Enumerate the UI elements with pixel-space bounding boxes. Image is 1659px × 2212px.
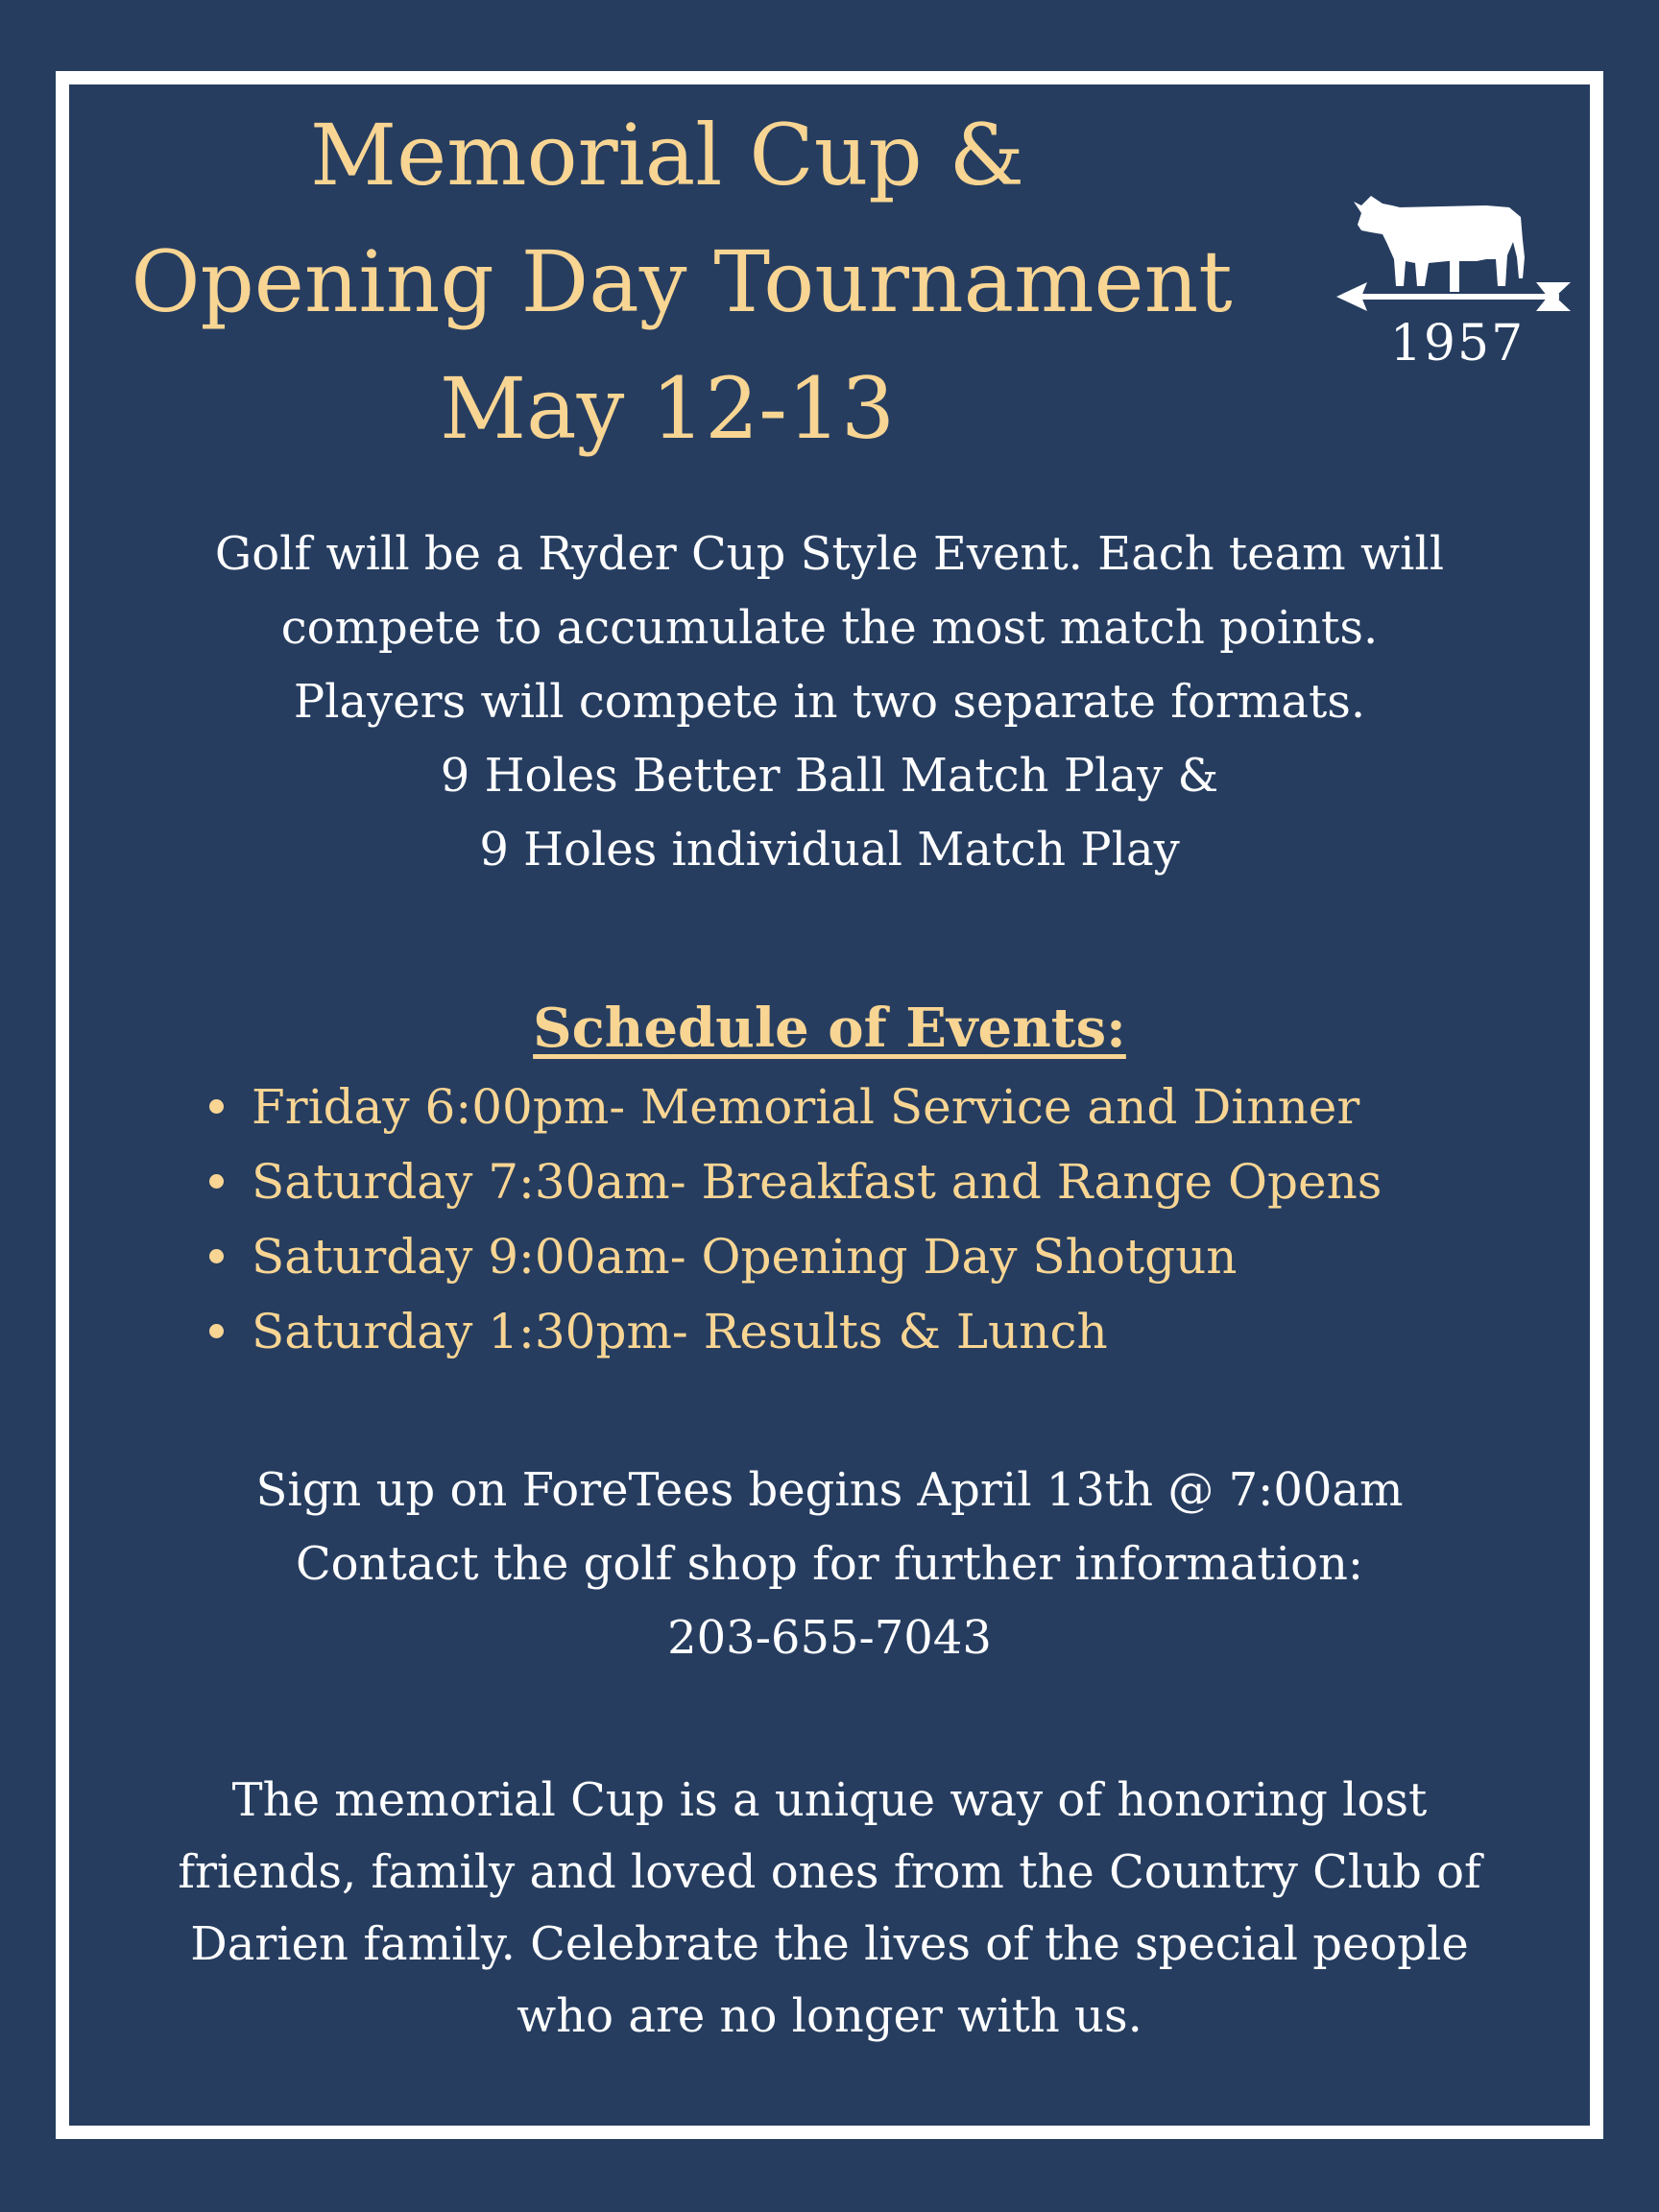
schedule-item-text: Saturday 1:30pm- Results & Lunch (252, 1304, 1108, 1359)
memorial-line: who are no longer with us. (517, 1989, 1142, 2043)
schedule-item (204, 1219, 1382, 1294)
schedule-item (204, 1294, 1382, 1369)
intro-line: Players will compete in two separate formats. (293, 675, 1366, 729)
memorial-line: friends, family and loved ones from the Country Club of (178, 1845, 1481, 1899)
intro-line: 9 Holes Better Ball Match Play & (440, 749, 1219, 803)
intro-line: 9 Holes individual Match Play (479, 823, 1180, 877)
title-line-1: Memorial Cup & (309, 106, 1025, 204)
cow-weathervane-icon (1333, 182, 1582, 317)
schedule-item (204, 1070, 1382, 1144)
bullet-icon (209, 1099, 224, 1114)
contact-line: Contact the golf shop for further information: (295, 1537, 1364, 1591)
memorial-line: The memorial Cup is a unique way of honoring lost (231, 1773, 1428, 1827)
memorial-paragraph (96, 1765, 1563, 2053)
signup-line: Sign up on ForeTees begins April 13th @ 7:00am (255, 1463, 1404, 1517)
bullet-icon (209, 1174, 224, 1189)
schedule-item-text: Saturday 7:30am- Breakfast and Range Opens (252, 1154, 1382, 1210)
intro-line: compete to accumulate the most match points. (280, 601, 1379, 655)
club-logo (1333, 182, 1582, 384)
schedule-item (204, 1144, 1382, 1219)
phone-number: 203-655-7043 (667, 1611, 992, 1665)
logo-year: 1957 (1389, 315, 1526, 373)
title-line-3: May 12-13 (440, 359, 895, 458)
memorial-line: Darien family. Celebrate the lives of the special people (190, 1917, 1469, 1971)
schedule-heading: Schedule of Events: (533, 997, 1126, 1060)
signup-info (96, 1454, 1563, 1675)
bullet-icon (209, 1249, 224, 1263)
schedule-item-text: Friday 6:00pm- Memorial Service and Dinner (252, 1079, 1360, 1135)
intro-line: Golf will be a Ryder Cup Style Event. Each team will (214, 527, 1445, 581)
title-line-2: Opening Day Tournament (131, 232, 1233, 331)
bullet-icon (209, 1324, 224, 1338)
schedule-item-text: Saturday 9:00am- Opening Day Shotgun (252, 1229, 1238, 1285)
intro-paragraph (96, 517, 1563, 887)
schedule-list (204, 1070, 1382, 1369)
